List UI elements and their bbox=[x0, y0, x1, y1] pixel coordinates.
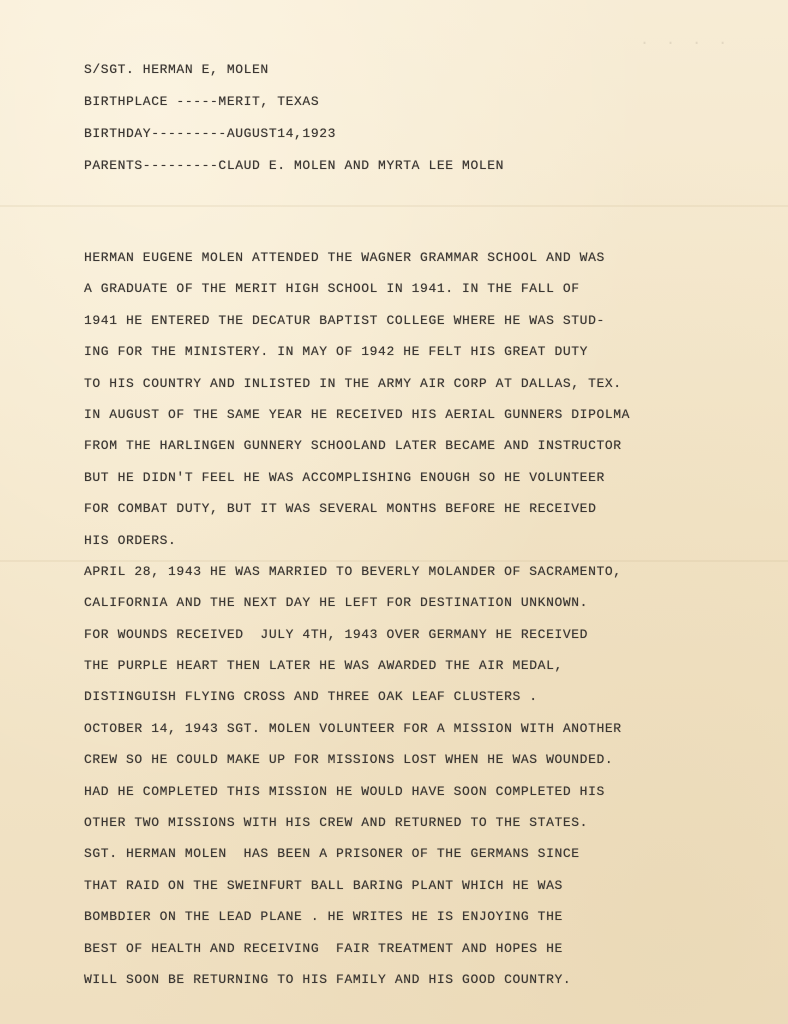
text-line: OCTOBER 14, 1943 SGT. MOLEN VOLUNTEER FOR A MISSION WITH ANOTHER bbox=[84, 720, 622, 736]
text-line: APRIL 28, 1943 HE WAS MARRIED TO BEVERLY MOLANDER OF SACRAMENTO, bbox=[84, 563, 622, 579]
text-line: HIS ORDERS. bbox=[84, 532, 177, 548]
text-line: 1941 HE ENTERED THE DECATUR BAPTIST COLLEGE WHERE HE WAS STUD- bbox=[84, 312, 605, 328]
text-line: FOR COMBAT DUTY, BUT IT WAS SEVERAL MONTHS BEFORE HE RECEIVED bbox=[84, 501, 597, 517]
text-line: ING FOR THE MINISTERY. IN MAY OF 1942 HE FELT HIS GREAT DUTY bbox=[84, 344, 589, 360]
text-line: FOR WOUNDS RECEIVED JULY 4TH, 1943 OVER GERMANY HE RECEIVED bbox=[84, 626, 589, 642]
text-line: TO HIS COUNTRY AND INLISTED IN THE ARMY AIR CORP AT DALLAS, TEX. bbox=[84, 375, 622, 391]
birthplace-line: BIRTHPLACE -----MERIT, TEXAS bbox=[84, 94, 320, 109]
faded-stamp-mark: · · · · bbox=[640, 34, 732, 52]
header-block bbox=[84, 60, 504, 188]
text-line: OTHER TWO MISSIONS WITH HIS CREW AND RETURNED TO THE STATES. bbox=[84, 815, 589, 831]
soldier-name-line: S/SGT. HERMAN E, MOLEN bbox=[84, 62, 269, 77]
text-line: BUT HE DIDN'T FEEL HE WAS ACCOMPLISHING ENOUGH SO HE VOLUNTEER bbox=[84, 469, 605, 485]
paper-fold-line bbox=[0, 205, 788, 207]
text-line: CALIFORNIA AND THE NEXT DAY HE LEFT FOR DESTINATION UNKNOWN. bbox=[84, 595, 589, 611]
text-line: THAT RAID ON THE SWEINFURT BALL BARING PLANT WHICH HE WAS bbox=[84, 877, 563, 893]
birthday-line: BIRTHDAY---------AUGUST14,1923 bbox=[84, 126, 337, 141]
text-line: WILL SOON BE RETURNING TO HIS FAMILY AND HIS GOOD COUNTRY. bbox=[84, 971, 572, 987]
text-line: A GRADUATE OF THE MERIT HIGH SCHOOL IN 1941. IN THE FALL OF bbox=[84, 281, 580, 297]
text-line: HAD HE COMPLETED THIS MISSION HE WOULD HAVE SOON COMPLETED HIS bbox=[84, 783, 605, 799]
text-line: BEST OF HEALTH AND RECEIVING FAIR TREATMENT AND HOPES HE bbox=[84, 940, 563, 956]
parents-line: PARENTS---------CLAUD E. MOLEN AND MYRTA LEE MOLEN bbox=[84, 158, 505, 173]
text-line: FROM THE HARLINGEN GUNNERY SCHOOLAND LATER BECAME AND INSTRUCTOR bbox=[84, 438, 622, 454]
text-line: HERMAN EUGENE MOLEN ATTENDED THE WAGNER GRAMMAR SCHOOL AND WAS bbox=[84, 250, 605, 265]
text-line: THE PURPLE HEART THEN LATER HE WAS AWARDED THE AIR MEDAL, bbox=[84, 658, 563, 674]
text-line: SGT. HERMAN MOLEN HAS BEEN A PRISONER OF THE GERMANS SINCE bbox=[84, 846, 580, 862]
text-line: BOMBDIER ON THE LEAD PLANE . HE WRITES HE IS ENJOYING THE bbox=[84, 909, 563, 925]
text-line: IN AUGUST OF THE SAME YEAR HE RECEIVED HIS AERIAL GUNNERS DIPOLMA bbox=[84, 406, 631, 422]
text-line: DISTINGUISH FLYING CROSS AND THREE OAK LEAF CLUSTERS . bbox=[84, 689, 538, 705]
text-line: CREW SO HE COULD MAKE UP FOR MISSIONS LOST WHEN HE WAS WOUNDED. bbox=[84, 752, 614, 768]
biography-text bbox=[84, 248, 630, 1001]
